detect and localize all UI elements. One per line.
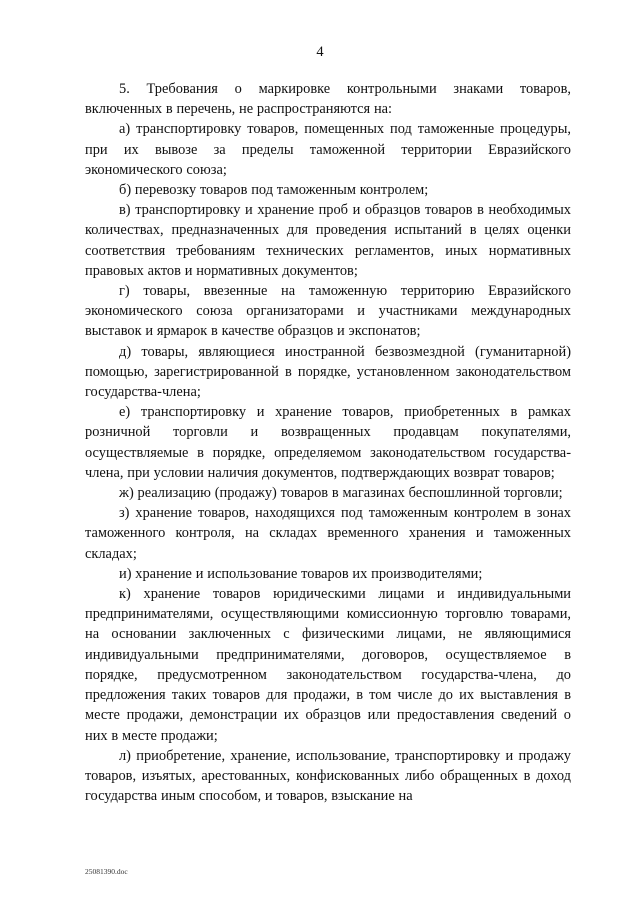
- item-b: б) перевозку товаров под таможенным контролем;: [119, 182, 429, 199]
- item-z: з) хранение товаров, находящихся под таможенным контролем в зонах таможенного контроля, на складах временного хранения и таможенных складах;: [85, 505, 571, 562]
- paragraph-5: 5. Требования о маркировке контрольными знаками товаров, включенных в перечень, не распространяются на:: [85, 81, 571, 118]
- file-name-footer: 25081390.doc: [85, 867, 128, 876]
- item-zh: ж) реализацию (продажу) товаров в магазинах беспошлинной торговли;: [119, 485, 563, 502]
- item-e: е) транспортировку и хранение товаров, приобретенных в рамках розничной торговли и возвращенных продавцам покупателями, осуществляемые в порядке, определяемом законодательством государства-члена, при условии наличия документов, подтверждающих возврат товаров;: [85, 404, 571, 481]
- item-v: в) транспортировку и хранение проб и образцов товаров в необходимых количествах, предназначенных для проведения испытаний в целях оценки соответствия требованиям технических регламентов, иных нормативных правовых актов и нормативных документов;: [85, 202, 571, 279]
- item-k: к) хранение товаров юридическими лицами и индивидуальными предпринимателями, осуществляющими комиссионную торговлю товарами, на основании заключенных с физическими лицами, не являющимися индивидуальными предпринимателями, договоров, осуществляемое в порядке, предусмотренном законодательством государства-члена, до предложения таких товаров для продажи, в том числе до их выставления в месте продажи, демонстрации их образцов или предоставления сведений о них в месте продажи;: [85, 586, 571, 744]
- item-i: и) хранение и использование товаров их производителями;: [119, 565, 483, 582]
- document-body: [85, 79, 571, 806]
- page-number: 4: [316, 44, 324, 60]
- item-a: а) транспортировку товаров, помещенных под таможенные процедуры, при их вывозе за пределы таможенной территории Евразийского экономического союза;: [85, 121, 571, 178]
- item-g: г) товары, ввезенные на таможенную территорию Евразийского экономического союза организаторами и участниками международных выставок и ярмарок в качестве образцов и экспонатов;: [85, 283, 571, 340]
- item-l: л) приобретение, хранение, использование, транспортировку и продажу товаров, изъятых, арестованных, конфискованных либо обращенных в доход государства иным способом, и товаров, взыскание на: [85, 747, 571, 805]
- item-d: д) товары, являющиеся иностранной безвозмездной (гуманитарной) помощью, зарегистрированной в порядке, установленном законодательством государства-члена;: [85, 343, 571, 401]
